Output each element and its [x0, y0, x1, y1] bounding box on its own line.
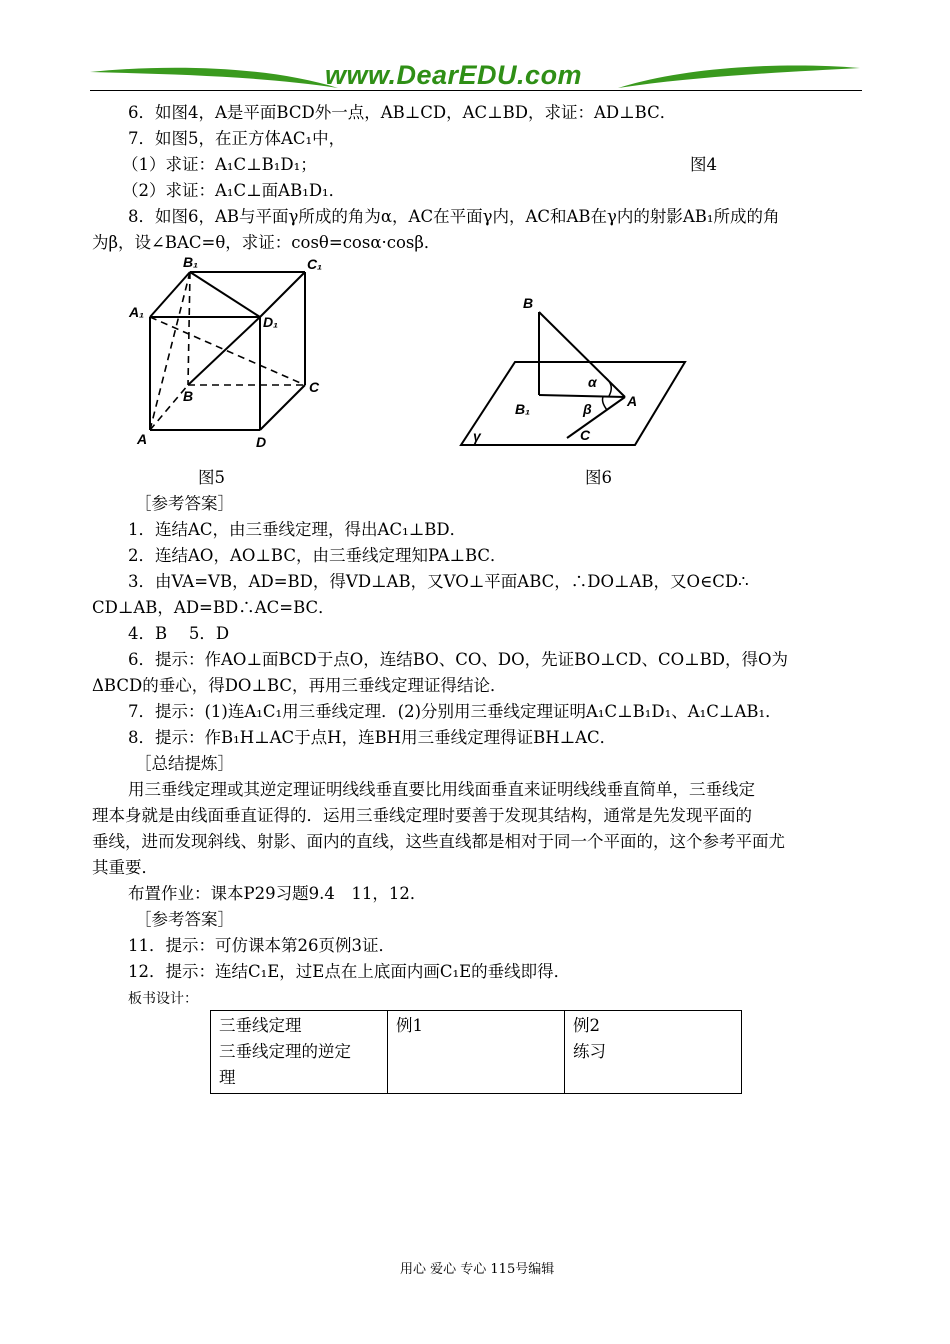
edge-B-D1 [188, 317, 260, 385]
figure-5-cube [125, 255, 335, 455]
hidden-B1-B [188, 272, 190, 385]
question-6: 6．如图4，A是平面BCD外一点，AB⊥CD，AC⊥BD，求证：AD⊥BC． [128, 103, 677, 122]
board-design-table [210, 1010, 742, 1094]
question-7-part-1: （1）求证：A₁C⊥B₁D₁； [122, 155, 317, 174]
figure-6-plane [455, 290, 695, 455]
label-A: A [137, 431, 148, 447]
answer2-line: 11．提示：可仿课本第26页例3证． [128, 936, 395, 955]
label-C: C [580, 427, 591, 443]
label-A: A [627, 393, 638, 409]
site-logo[interactable]: www.DearEDU.com [325, 60, 583, 90]
label-beta: β [583, 401, 592, 417]
answer-line: 7．提示：(1)连A₁C₁用三垂线定理．(2)分别用三垂线定理证明A₁C⊥B₁D₁、A₁C⊥AB₁． [128, 702, 782, 721]
answers2-heading: ［参考答案］ [135, 910, 234, 929]
answers-heading: ［参考答案］ [135, 494, 234, 513]
edge-D-C [260, 385, 305, 430]
question-8-line-1: 8．如图6，AB与平面γ所成的角为α，AC在平面γ内，AC和AB在γ内的射影AB₁所成的角 [128, 207, 780, 226]
page-footer: 用心 爱心 专心 115号编辑 [400, 1262, 555, 1277]
table-cell-col3: 例2 练习 [565, 1011, 742, 1094]
angle-beta-arc [603, 397, 608, 410]
summary-line: 垂线，进而发现斜线、射影、面内的直线，这些直线都是相对于同一个平面的，这个参考平面尤 [92, 832, 785, 851]
label-B: B [183, 388, 194, 404]
question-7-part-2: （2）求证：A₁C⊥面AB₁D₁． [122, 181, 346, 200]
summary-line: 其重要． [92, 858, 158, 877]
label-C1: C₁ [307, 256, 323, 272]
answer-line: 2．连结AO，AO⊥BC，由三垂线定理知PA⊥BC． [128, 546, 507, 565]
edge-B1-D1 [190, 272, 260, 317]
left-swoosh-icon [90, 68, 338, 88]
table-cell-col2: 例1 [388, 1011, 565, 1094]
label-gamma: γ [473, 428, 481, 444]
board-label: 板书设计： [128, 991, 198, 1007]
angle-alpha-arc [605, 377, 611, 396]
label-B: B [523, 295, 534, 311]
answer-line: ΔBCD的垂心，得DO⊥BC，再用三垂线定理证得结论． [92, 676, 507, 695]
header-rule [90, 90, 862, 91]
question-7: 7．如图5，在正方体AC₁中， [128, 129, 346, 148]
summary-line: 用三垂线定理或其逆定理证明线线垂直要比用线面垂直来证明线线垂直简单，三垂线定 [128, 780, 755, 799]
edge-B1-A1 [150, 272, 190, 317]
label-A1: A₁ [129, 304, 145, 320]
answer-line: 8．提示：作B₁H⊥AC于点H，连BH用三垂线定理得证BH⊥AC． [128, 728, 617, 747]
answer2-line: 12．提示：连结C₁E，过E点在上底面内画C₁E的垂线即得． [128, 962, 571, 981]
line-B-A [539, 312, 625, 397]
label-B1: B₁ [515, 401, 531, 417]
label-alpha: α [588, 374, 597, 390]
summary-heading: ［总结提炼］ [135, 754, 234, 773]
table-row [211, 1011, 742, 1094]
answer-line: CD⊥AB，AD=BD∴AC=BC． [92, 598, 335, 617]
label-D: D [256, 434, 267, 450]
label-C: C [309, 379, 320, 395]
summary-line: 理本身就是由线面垂直证得的．运用三垂线定理时要善于发现其结构，通常是先发现平面的 [92, 806, 752, 825]
label-B1: B₁ [183, 255, 199, 270]
figure-6-caption: 图6 [585, 468, 612, 487]
line-A-C [567, 397, 625, 438]
answer-line: 6．提示：作AO⊥面BCD于点O，连结BO、CO、DO，先证BO⊥CD、CO⊥BD，得O为 [128, 650, 789, 669]
question-8-line-2: 为β，设∠BAC=θ，求证：cosθ=cosα·cosβ． [92, 233, 441, 252]
homework: 布置作业：课本P29习题9.4 11，12． [128, 884, 427, 903]
figure-5-caption: 图5 [198, 468, 225, 487]
answer-line: 4．B 5．D [128, 624, 230, 643]
figure-4-label: 图4 [690, 155, 717, 174]
table-cell-col1: 三垂线定理 三垂线定理的逆定 理 [211, 1011, 388, 1094]
answer-line: 1．连结AC，由三垂线定理，得出AC₁⊥BD． [128, 520, 467, 539]
edge-D1-C1 [260, 272, 305, 317]
label-D1: D₁ [263, 314, 279, 330]
hidden-A1-C [150, 317, 305, 385]
line-B1-A [539, 395, 625, 397]
answer-line: 3．由VA=VB，AD=BD，得VD⊥AB，又VO⊥平面ABC，∴DO⊥AB，又O∈CD∴ [128, 572, 749, 591]
right-swoosh-icon [618, 65, 860, 88]
